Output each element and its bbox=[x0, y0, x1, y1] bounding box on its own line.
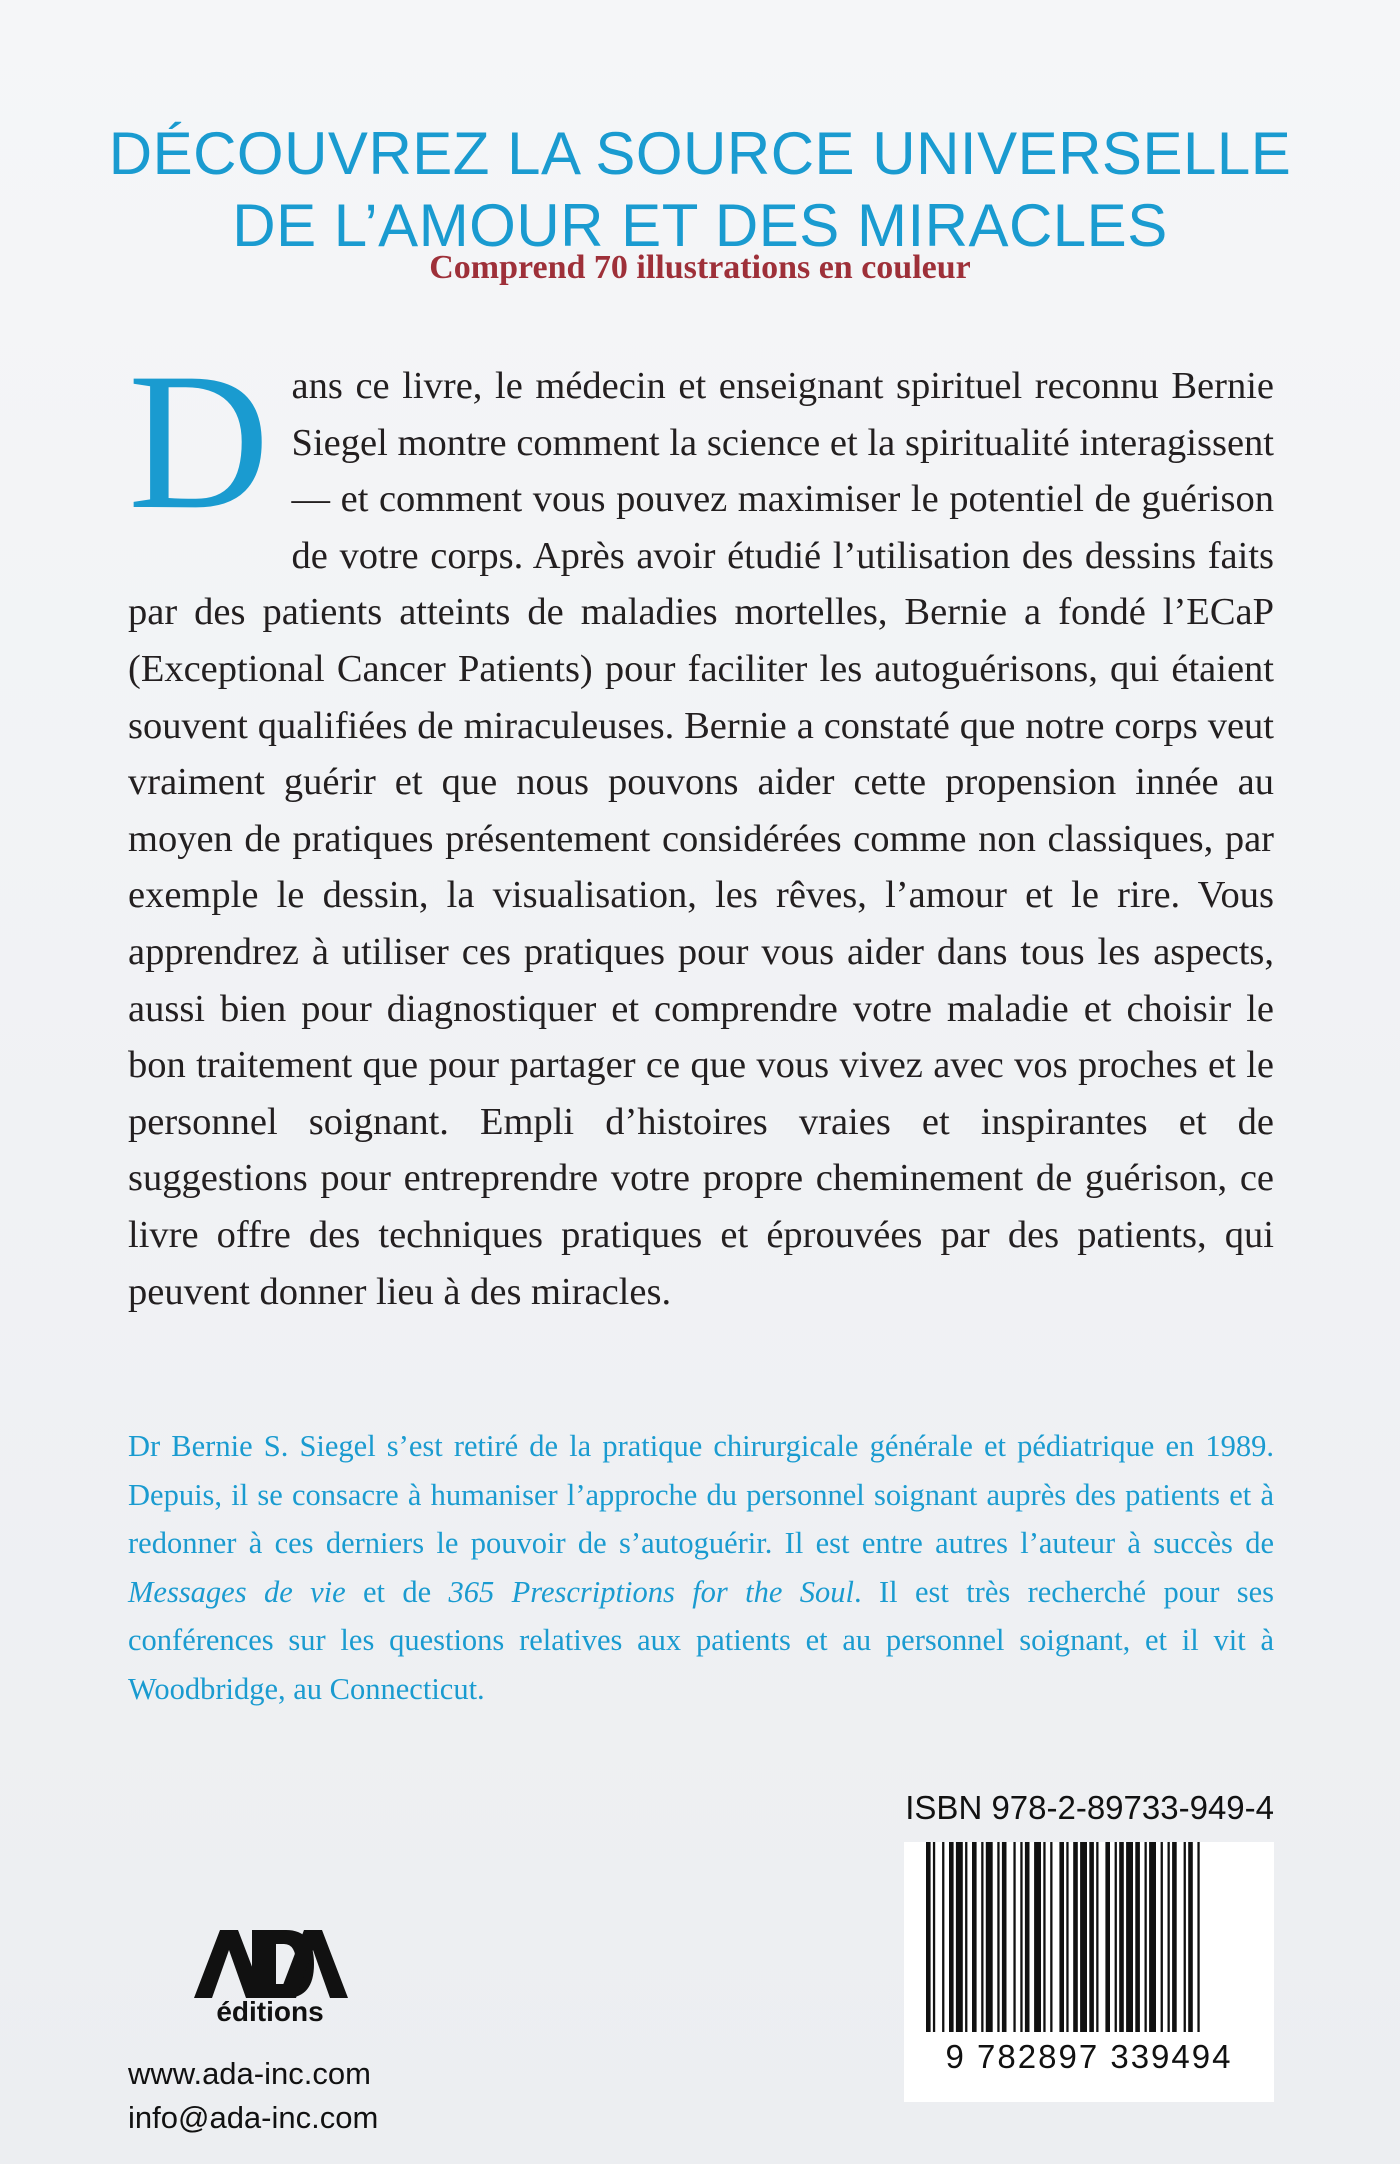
publisher-logo bbox=[190, 1926, 350, 2046]
isbn: ISBN 978-2-89733-949-4 bbox=[905, 1789, 1274, 1826]
author-bio bbox=[128, 1422, 1274, 1713]
barcode-bar bbox=[1043, 1842, 1045, 2032]
barcode-bar bbox=[1145, 1842, 1147, 2032]
barcode-bar bbox=[1115, 1842, 1117, 2032]
barcode-bars bbox=[926, 1842, 1252, 2032]
barcode-bar bbox=[1073, 1842, 1078, 2032]
barcode-bar bbox=[942, 1842, 944, 2032]
barcode-bar bbox=[1096, 1842, 1098, 2032]
barcode-bar bbox=[972, 1842, 977, 2032]
contact-info bbox=[128, 2052, 378, 2140]
barcode-bar bbox=[1149, 1842, 1156, 2032]
title-line-1: DÉCOUVREZ LA SOURCE UNIVERSELLE bbox=[108, 120, 1292, 187]
barcode-bar bbox=[1184, 1842, 1186, 2032]
barcode-bar bbox=[926, 1842, 931, 2032]
description-text bbox=[128, 333, 1274, 1320]
title-line-2: DE L’AMOUR ET DES MIRACLES bbox=[232, 192, 1168, 259]
barcode-bar bbox=[1168, 1842, 1170, 2032]
barcode-bar bbox=[1013, 1842, 1015, 2032]
ada-logo-icon bbox=[190, 1926, 350, 2000]
barcode-bar bbox=[1025, 1842, 1030, 2032]
barcode-bar bbox=[1020, 1842, 1022, 2032]
barcode-bar bbox=[1161, 1842, 1163, 2032]
barcode-bar bbox=[1066, 1842, 1068, 2032]
barcode-bar bbox=[1172, 1842, 1177, 2032]
subtitle: Comprend 70 illustrations en couleur bbox=[429, 249, 971, 286]
barcode-bar bbox=[1089, 1842, 1094, 2032]
barcode-bar bbox=[956, 1842, 963, 2032]
email-link[interactable]: info@ada-inc.com bbox=[128, 2100, 379, 2135]
barcode-bar bbox=[965, 1842, 967, 2032]
barcode-bar bbox=[1188, 1842, 1193, 2032]
barcode-bar bbox=[1119, 1842, 1124, 2032]
barcode-bar bbox=[949, 1842, 954, 2032]
barcode-bar bbox=[981, 1842, 983, 2032]
website-link[interactable]: www.ada-inc.com bbox=[128, 2056, 371, 2091]
barcode-bar bbox=[986, 1842, 993, 2032]
bio-book-1: Messages de vie bbox=[128, 1574, 346, 1609]
barcode-bar bbox=[1059, 1842, 1064, 2032]
barcode bbox=[904, 1842, 1274, 2102]
logo-text: éditions bbox=[216, 1996, 324, 2027]
barcode-bar bbox=[1034, 1842, 1041, 2032]
drop-cap: D bbox=[128, 333, 270, 550]
cover-title bbox=[0, 118, 1400, 262]
bio-part-1: Dr Bernie S. Siegel s’est retiré de la pratique chirurgicale générale et pédiatrique en 1989. Depuis, il se consacre à humaniser l’approche du personnel soignant auprès des patients et à redonner à ces derniers le pouvoir de s’autoguérir. Il est entre autres l’auteur à succès de bbox=[128, 1429, 1274, 1560]
barcode-digits: 9 782897 339494 bbox=[945, 2038, 1233, 2075]
barcode-bar bbox=[1050, 1842, 1052, 2032]
barcode-bar bbox=[1002, 1842, 1007, 2032]
bio-part-2: et de bbox=[345, 1574, 449, 1609]
bio-part-3: . Il est très recherché pour ses conférences sur les questions relatives aux patients et au personnel soignant, et il vit à Woodbridge, au Connecticut. bbox=[128, 1574, 1274, 1706]
description-body: ans ce livre, le médecin et enseignant spirituel reconnu Bernie Siegel montre comment la science et la spiritualité interagissent — et comment vous pouvez maximiser le potentiel de guérison de votre corps. Après avoir étudié l’utilisation des dessins faits par des patients atteints de maladies mortelles, Bernie a fondé l’ECaP (Exceptional Cancer Patients) pour faciliter les autoguérisons, qui étaient souvent qualifiées de miraculeuses. Bernie a constaté que notre corps veut vraiment guérir et que nous pouvons aider cette propension innée au moyen de pratiques présentement considérées comme non classiques, par exemple le dessin, la visualisation, les rêves, l’amour et le rire. Vous apprendrez à utiliser ces pratiques pour vous aider dans tous les aspects, aussi bien pour diagnostiquer et comprendre votre maladie et choisir le bon traitement que pour partager ce que vous vivez avec vos proches et le personnel soignant. Empli d’histoires vraies et inspirantes et de suggestions pour entreprendre votre propre cheminement de guérison, ce livre offre des techniques pratiques et éprouvées par des patients, qui peuvent donner lieu à des miracles. bbox=[128, 365, 1274, 1313]
barcode-bar bbox=[1197, 1842, 1199, 2032]
barcode-bar bbox=[1126, 1842, 1133, 2032]
barcode-bar bbox=[933, 1842, 935, 2032]
barcode-bar bbox=[1105, 1842, 1110, 2032]
barcode-bar bbox=[1080, 1842, 1087, 2032]
bio-book-2: 365 Prescriptions for the Soul bbox=[448, 1574, 854, 1609]
barcode-bar bbox=[997, 1842, 999, 2032]
barcode-bar bbox=[1135, 1842, 1140, 2032]
